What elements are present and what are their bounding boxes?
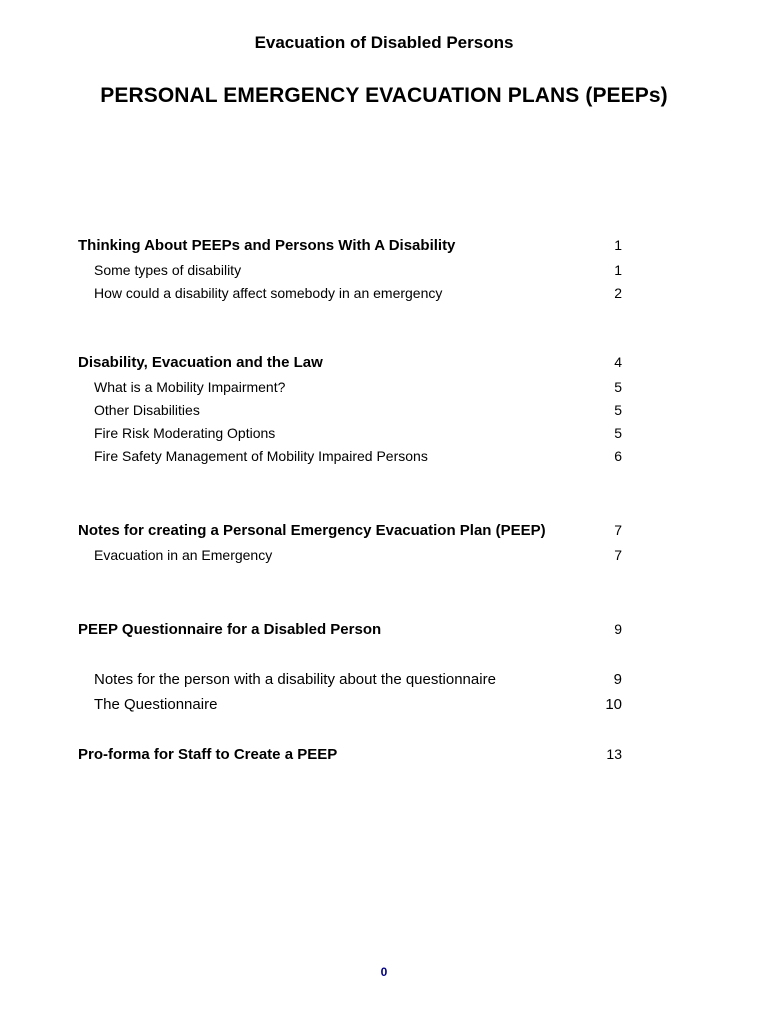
toc-heading-label: Thinking About PEEPs and Persons With A Disability — [78, 237, 456, 254]
toc-heading-label: Pro-forma for Staff to Create a PEEP — [78, 746, 338, 763]
toc-item-disability-in-emergency[interactable] — [94, 285, 622, 301]
toc-page-number: 4 — [614, 354, 622, 370]
toc-page-number: 9 — [613, 671, 622, 688]
page-number: 0 — [380, 965, 388, 979]
toc-page-number: 6 — [614, 448, 622, 464]
toc-heading-pro-forma-staff[interactable] — [78, 746, 622, 763]
toc-item-label: Evacuation in an Emergency — [94, 547, 273, 563]
toc-heading-label: Disability, Evacuation and the Law — [78, 354, 323, 371]
toc-item-label: How could a disability affect somebody in an emergency — [94, 285, 443, 301]
toc-item-other-disabilities[interactable] — [94, 402, 622, 418]
toc-page-number: 1 — [614, 237, 622, 253]
toc-item-mobility-impairment[interactable] — [94, 379, 622, 395]
page-title: PERSONAL EMERGENCY EVACUATION PLANS (PEEPs) — [100, 84, 668, 107]
toc-item-label: The Questionnaire — [94, 696, 218, 713]
toc-item-label: Other Disabilities — [94, 402, 200, 418]
toc-item-fire-safety-management[interactable] — [94, 448, 622, 464]
toc-page-number: 1 — [614, 262, 622, 278]
toc-heading-disability-evacuation-law[interactable] — [78, 354, 622, 371]
toc-page-number: 7 — [614, 547, 622, 563]
toc-page-number: 5 — [614, 402, 622, 418]
toc-page-number: 9 — [614, 621, 622, 637]
toc-item-notes-about-questionnaire[interactable] — [94, 671, 622, 688]
toc-heading-label: Notes for creating a Personal Emergency Evacuation Plan (PEEP) — [78, 522, 546, 539]
toc-page-number: 13 — [606, 746, 622, 762]
toc-heading-notes-creating-peep[interactable] — [78, 522, 622, 539]
toc-item-label: Some types of disability — [94, 262, 242, 278]
toc-heading-thinking-about-peeps[interactable] — [78, 237, 622, 254]
toc-item-fire-risk-options[interactable] — [94, 425, 622, 441]
toc-heading-peep-questionnaire[interactable] — [78, 621, 622, 638]
toc-page-number: 5 — [614, 425, 622, 441]
toc-item-evacuation-in-emergency[interactable] — [94, 547, 622, 563]
toc-page-number: 7 — [614, 522, 622, 538]
toc-page-number: 10 — [605, 696, 622, 713]
toc-item-the-questionnaire[interactable] — [94, 696, 622, 713]
toc-item-label: What is a Mobility Impairment? — [94, 379, 286, 395]
toc-page-number: 5 — [614, 379, 622, 395]
toc-page-number: 2 — [614, 285, 622, 301]
toc-heading-label: PEEP Questionnaire for a Disabled Person — [78, 621, 382, 638]
toc-item-label: Fire Risk Moderating Options — [94, 425, 276, 441]
running-header: Evacuation of Disabled Persons — [254, 33, 514, 52]
toc-item-label: Fire Safety Management of Mobility Impaired Persons — [94, 448, 428, 464]
toc-item-some-types-of-disability[interactable] — [94, 262, 622, 278]
toc-item-label: Notes for the person with a disability about the questionnaire — [94, 671, 496, 688]
